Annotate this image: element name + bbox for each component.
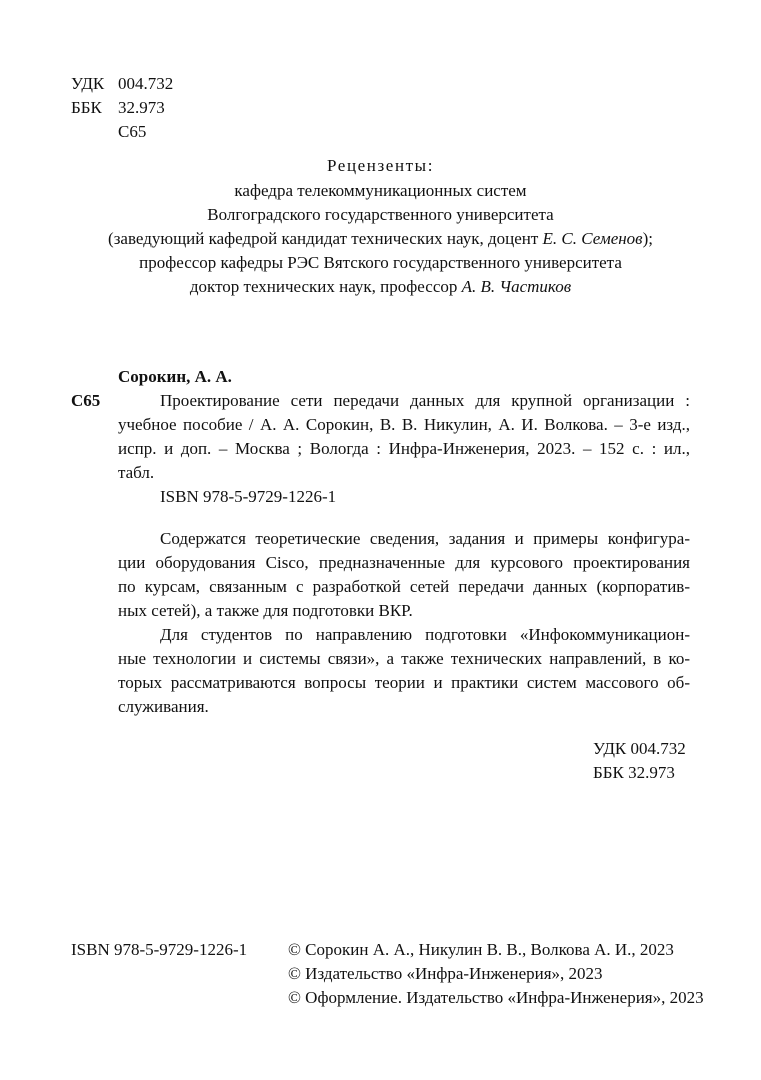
bib-isbn: ISBN 978-5-9729-1226-1 — [160, 487, 337, 506]
bib-line-4: табл. — [118, 463, 155, 482]
reviewers-line-1: кафедра телекоммуникационных систем — [234, 181, 527, 200]
abstract-p2-line-1: Для студентов по направлению подготовки «Инфокоммуникацион- — [160, 625, 690, 644]
bbk-value: 32.973 — [118, 98, 165, 117]
abstract-p1-line-4: ных сетей), а также для подготовки ВКР. — [118, 601, 413, 620]
bbk-label: ББК — [71, 98, 102, 117]
index-bbk: ББК 32.973 — [593, 763, 675, 782]
abstract-p2-line-3: торых рассматриваются вопросы теории и практики систем массового об- — [118, 673, 690, 692]
reviewer-name-2: А. В. Частиков — [461, 277, 572, 296]
reviewers-line-4: профессор кафедры РЭС Вятского государственного университета — [139, 253, 622, 272]
reviewers-heading: Рецензенты: — [326, 156, 435, 175]
index-udk: УДК 004.732 — [593, 739, 686, 758]
copyright-design: © Оформление. Издательство «Инфра-Инженерия», 2023 — [288, 988, 704, 1007]
bib-line-3: испр. и доп. – Москва ; Вологда : Инфра-Инженерия, 2023. – 152 с. : ил., — [118, 439, 690, 458]
bib-author-mark: С65 — [71, 391, 101, 410]
copyright-authors: © Сорокин А. А., Никулин В. В., Волкова А. И., 2023 — [288, 940, 674, 959]
bib-line-2: учебное пособие / А. А. Сорокин, В. В. Никулин, А. И. Волкова. – 3-е изд., — [118, 415, 690, 434]
reviewers-line-5: доктор технических наук, профессор А. В. Частиков — [189, 277, 572, 296]
udk-label: УДК — [71, 74, 105, 93]
abstract-p1-line-2: ции оборудования Cisco, предназначенные для курсового проектирования — [118, 553, 690, 572]
bib-line-1: Проектирование сети передачи данных для крупной организации : — [160, 391, 690, 410]
abstract-p2-line-2: ные технологии и системы связи», а также технических направлений, в ко- — [118, 649, 690, 668]
abstract-p1-line-1: Содержатся теоретические сведения, задания и примеры конфигура- — [160, 529, 690, 548]
reviewers-line-2: Волгоградского государственного университета — [207, 205, 554, 224]
copyright-publisher: © Издательство «Инфра-Инженерия», 2023 — [288, 964, 603, 983]
udk-value: 004.732 — [118, 74, 174, 93]
reviewers-line-3: (заведующий кафедрой кандидат технических наук, доцент Е. С. Семенов); — [108, 229, 653, 248]
abstract-p2-line-4: служивания. — [118, 697, 209, 716]
footer-isbn: ISBN 978-5-9729-1226-1 — [71, 940, 248, 959]
abstract-p1-line-3: по курсам, связанным с разработкой сетей передачи данных (корпоратив- — [118, 577, 690, 596]
book-author: Сорокин, А. А. — [118, 367, 232, 386]
reviewer-name-1: Е. С. Семенов — [542, 229, 643, 248]
author-mark: С65 — [118, 122, 147, 141]
